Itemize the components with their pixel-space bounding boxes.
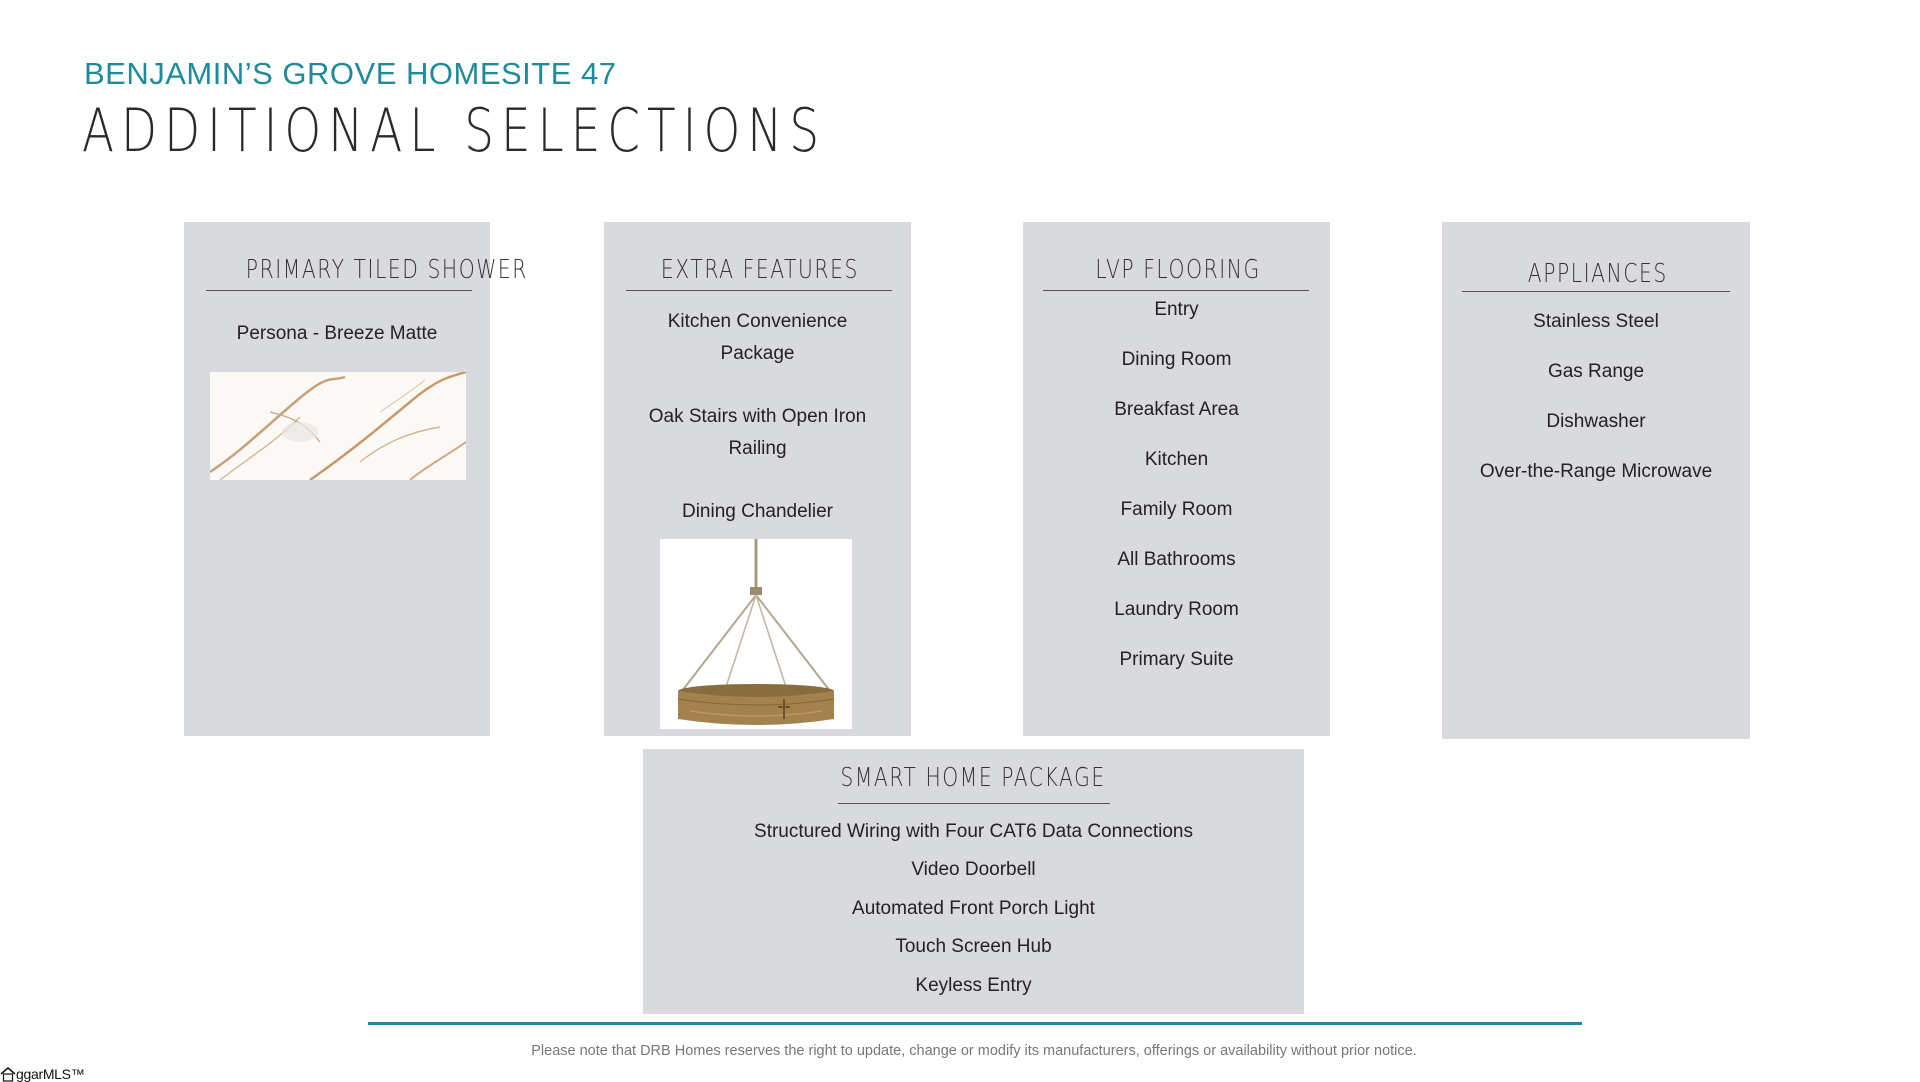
appliances-card [1442,222,1750,739]
list-item: Stainless Steel [1533,311,1659,332]
list-item: Kitchen Convenience [667,311,848,332]
footer-divider [368,1022,1582,1025]
marble-tile-swatch-image [210,372,466,480]
list-item: Family Room [1120,499,1233,520]
card-title: EXTRA FEATURES [660,255,859,285]
logo-text: ggarMLS™ [16,1066,85,1082]
list-item: Gas Range [1547,361,1645,382]
list-item: Structured Wiring with Four CAT6 Data Connections [754,821,1193,842]
card-divider [206,290,472,291]
list-item: Railing [728,438,787,459]
list-item: Entry [1154,299,1199,320]
list-item: Automated Front Porch Light [852,898,1095,919]
list-item: Package [720,343,795,364]
card-title: PRIMARY TILED SHOWER [245,255,528,285]
list-item: Dishwasher [1546,411,1646,432]
card-divider [1043,290,1309,291]
list-item: Over-the-Range Microwave [1479,461,1713,482]
list-item: All Bathrooms [1117,549,1236,570]
lvp-flooring-card [1023,222,1330,736]
page-title: ADDITIONAL SELECTIONS [82,96,827,166]
list-item: Dining Chandelier [681,501,834,522]
list-item: Oak Stairs with Open Iron [648,406,867,427]
list-item: Touch Screen Hub [895,936,1052,957]
disclaimer-text: Please note that DRB Homes reserves the right to update, change or modify its manufacturers, offerings or availability without prior notice. [531,1043,1417,1059]
list-item: Persona - Breeze Matte [236,323,438,344]
community-homesite-heading: BENJAMIN’S GROVE HOMESITE 47 [84,56,617,91]
list-item: Primary Suite [1119,649,1234,670]
card-divider [838,803,1110,804]
list-item: Laundry Room [1114,599,1239,620]
card-divider [1462,291,1730,292]
smart-home-package-card [643,749,1304,1014]
list-item: Kitchen [1144,449,1209,470]
primary-tiled-shower-card [184,222,528,736]
card-title: LVP FLOORING [1095,255,1262,285]
list-item: Video Doorbell [911,859,1036,880]
extra-features-card [604,222,911,736]
card-title: SMART HOME PACKAGE [840,763,1107,793]
chandelier-image [660,539,852,729]
card-title: APPLIANCES [1527,259,1669,289]
list-item: Dining Room [1121,349,1232,370]
list-item: Breakfast Area [1114,399,1239,420]
card-divider [626,290,892,291]
list-item: Keyless Entry [915,975,1032,996]
